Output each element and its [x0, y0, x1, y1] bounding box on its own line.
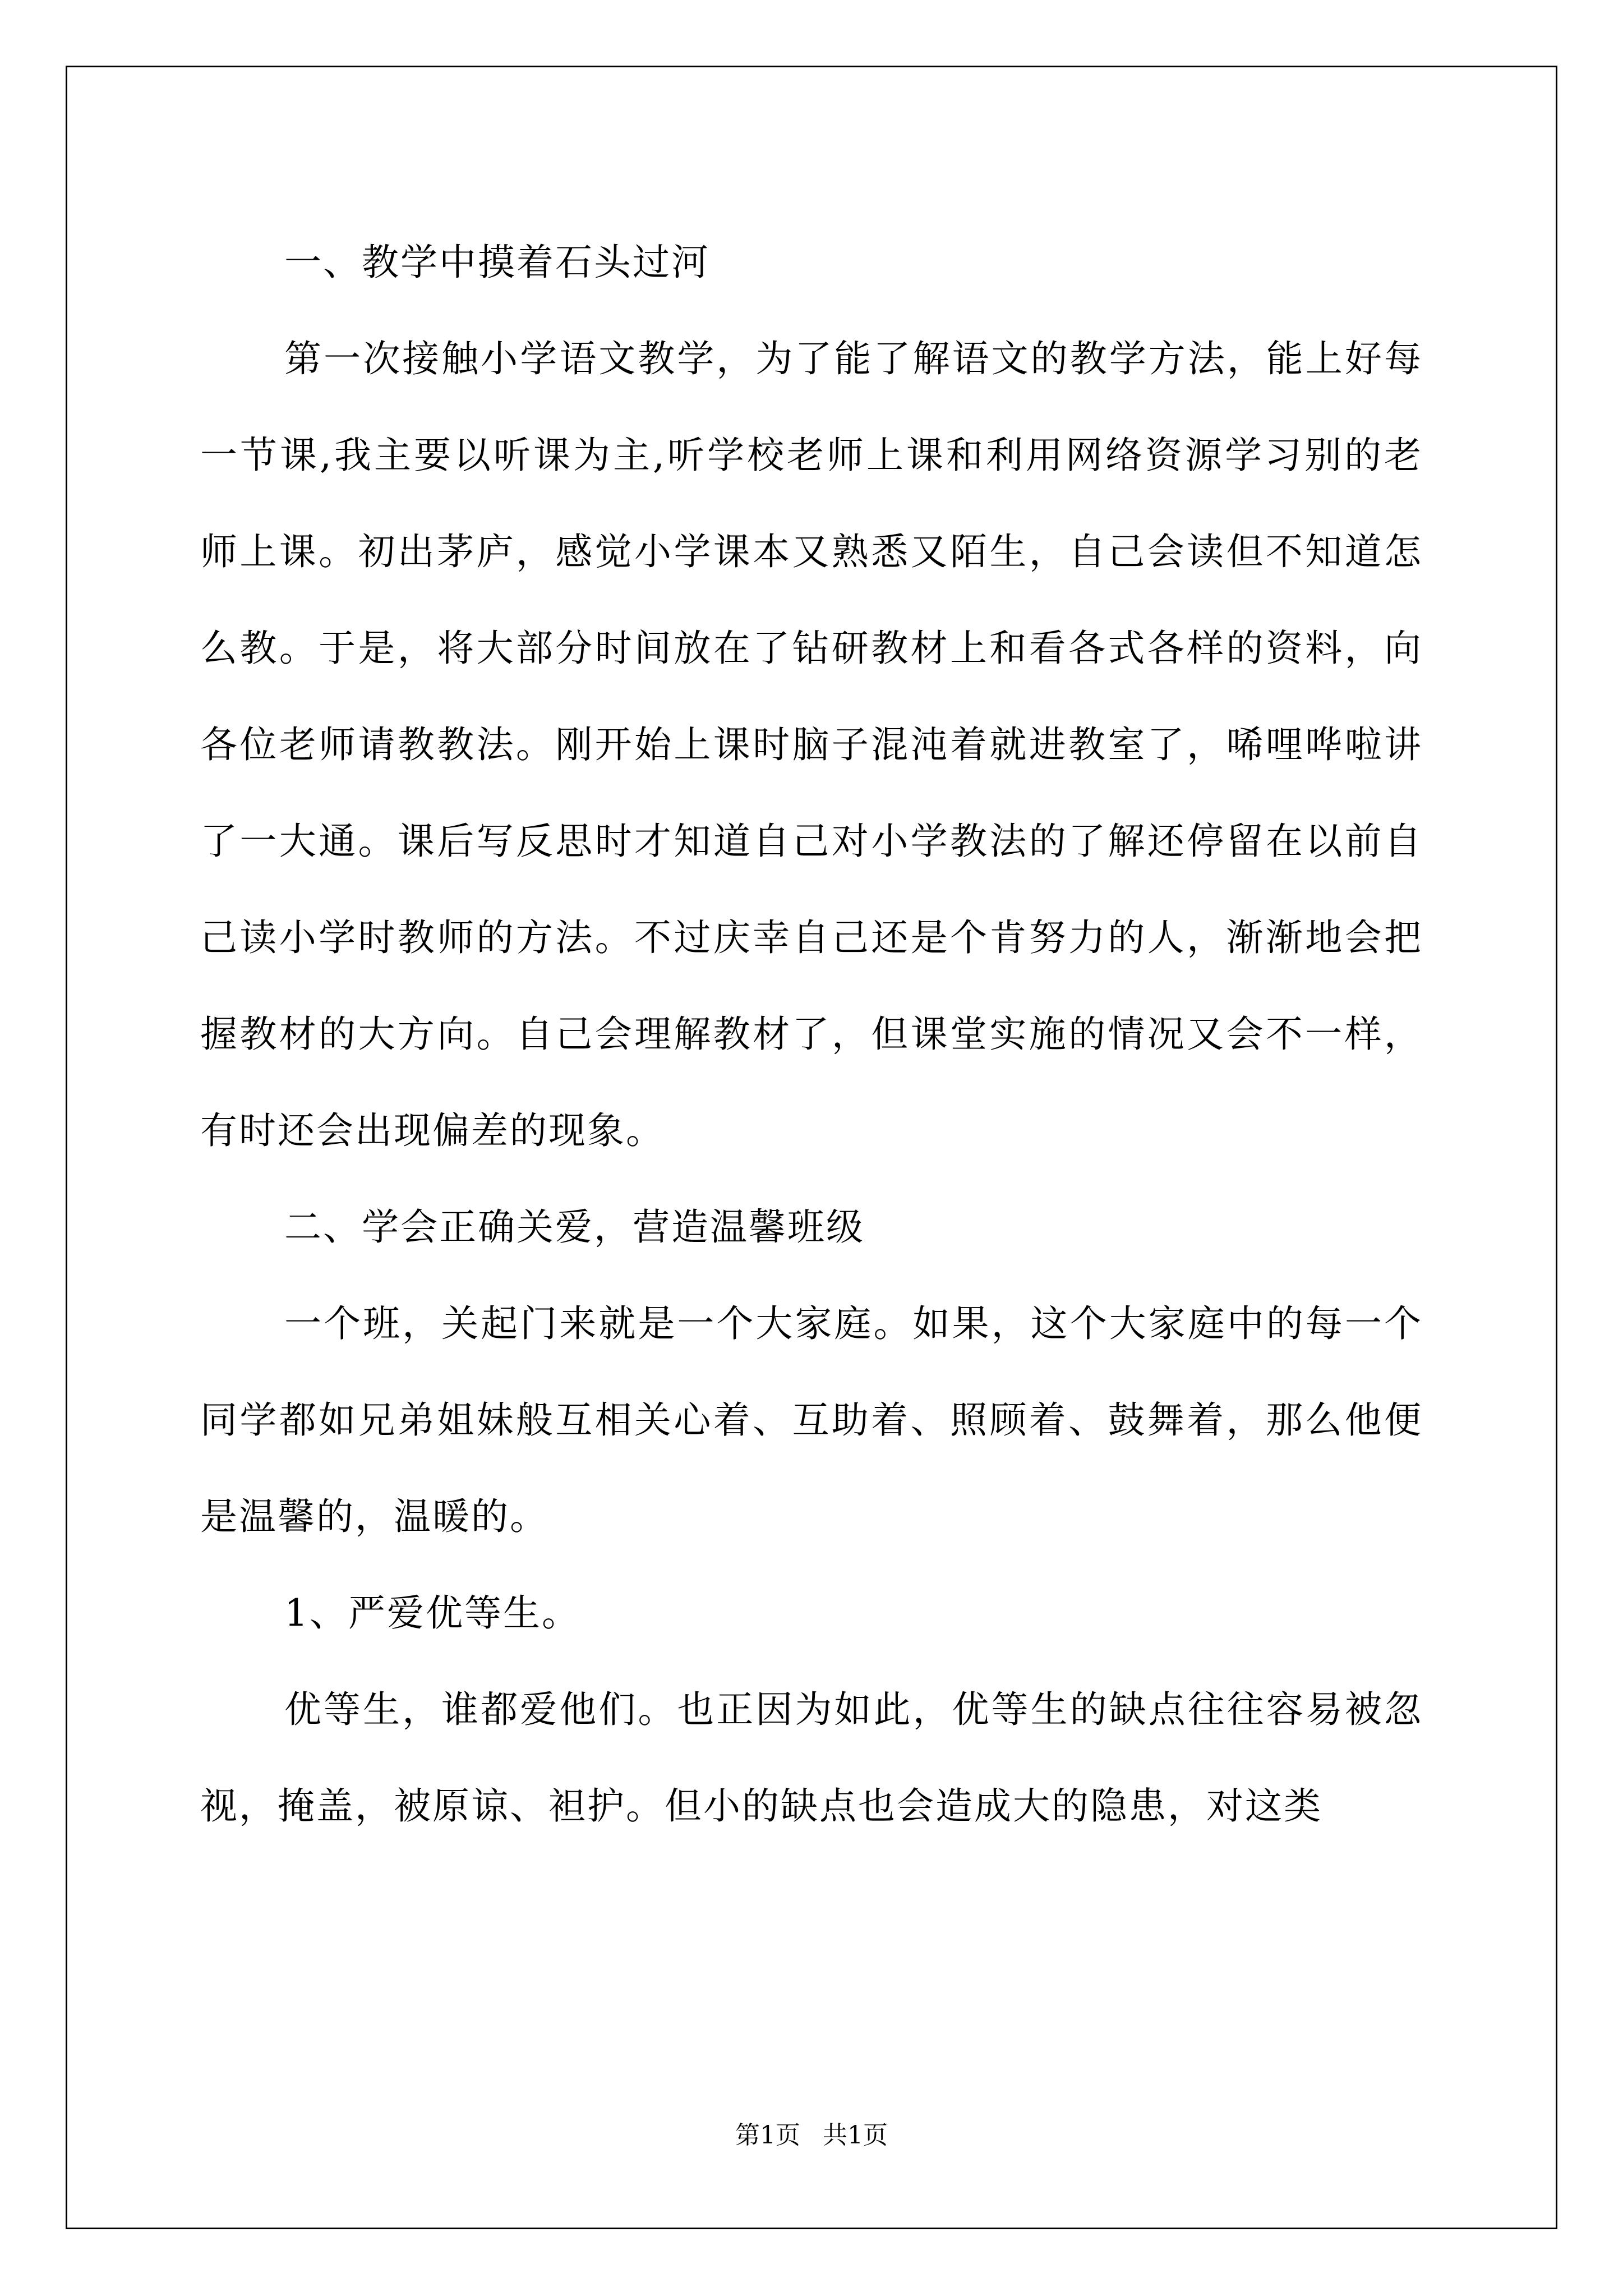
document-body — [200, 214, 1423, 1855]
paragraph-top-students: 优等生，谁都爱他们。也正因为如此，优等生的缺点往往容易被忽视，掩盖，被原谅、袒护。但小的缺点也会造成大的隐患，对这类 — [200, 1688, 1423, 1828]
section-heading-2: 二、学会正确关爱，营造温馨班级 — [284, 1205, 865, 1249]
section-heading-1: 一、教学中摸着石头过河 — [284, 241, 710, 284]
page-number: 第1页 — [735, 2121, 800, 2150]
page-total: 共1页 — [823, 2121, 888, 2150]
paragraph-teaching-experience: 第一次接触小学语文教学，为了能了解语文的教学方法，能上好每一节课,我主要以听课为主,听学校老师上课和利用网络资源学习别的老师上课。初出茅庐，感觉小学课本又熟悉又陌生，自己会读但不知道怎么教。于是，将大部分时间放在了钻研教材上和看各式各样的资料，向各位老师请教教法。刚开始上课时脑子混沌着就进教室了，唏哩哗啦讲了一大通。课后写反思时才知道自己对小学教法的了解还停留在以前自己读小学时教师的方法。不过庆幸自己还是个肯努力的人，渐渐地会把握教材的大方向。自己会理解教材了，但课堂实施的情况又会不一样，有时还会出现偏差的现象。 — [200, 337, 1423, 1152]
subsection-heading-1: 1、严爱优等生。 — [284, 1591, 580, 1635]
page-footer — [0, 2119, 1623, 2152]
paragraph-class-family: 一个班，关起门来就是一个大家庭。如果，这个大家庭中的每一个同学都如兄弟姐妹般互相关心着、互助着、照顾着、鼓舞着，那么他便是温馨的，温暖的。 — [200, 1302, 1423, 1538]
